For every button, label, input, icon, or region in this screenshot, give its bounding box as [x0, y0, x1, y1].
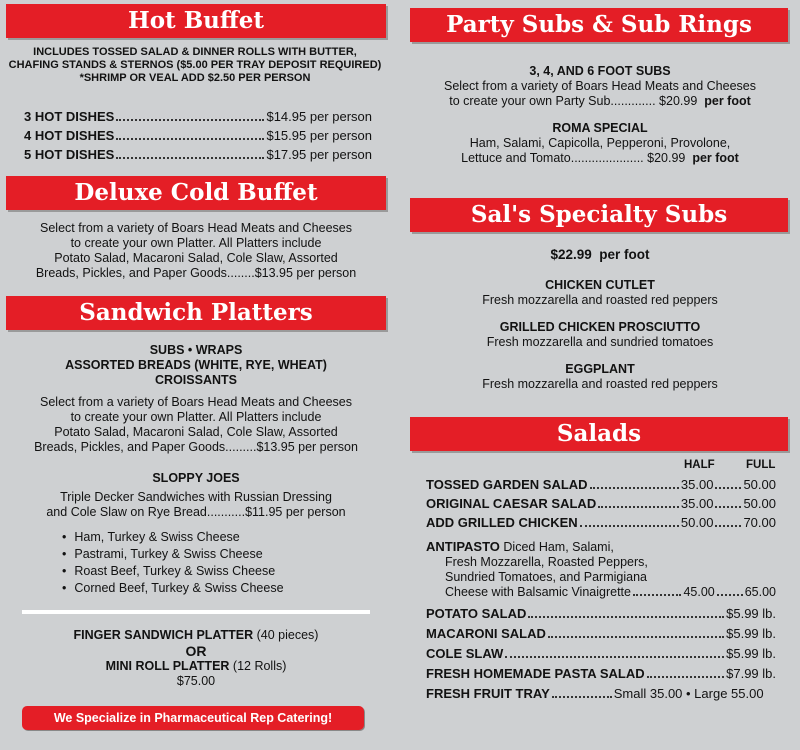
salad-name: POTATO SALAD — [426, 606, 527, 621]
sandwich-line-4-text: Breads, Pickles, and Paper Goods — [34, 440, 226, 454]
list-item: • Ham, Turkey & Swiss Cheese — [62, 529, 382, 546]
sloppy-joes-price: $11.95 per person — [245, 505, 346, 519]
sandwich-bullet-list — [62, 529, 382, 597]
sloppy-joes-line-2: and Cole Slaw on Rye Bread...........$11.95 per person — [46, 505, 346, 519]
leader-dots — [116, 118, 264, 121]
mini-roll-qty: (12 Rolls) — [229, 659, 287, 673]
roma-special-block — [400, 121, 800, 166]
sandwich-head-2: ASSORTED BREADS (WHITE, RYE, WHEAT) — [65, 358, 327, 372]
sandwich-head-3: CROISSANTS — [155, 373, 237, 387]
table-row — [426, 624, 776, 644]
specialty-price: $22.99 — [550, 247, 592, 262]
salad-half: 35.00 — [680, 477, 714, 492]
hot-buffet-list — [24, 107, 372, 164]
deluxe-line-1: Select from a variety of Boars Head Meats and Cheeses — [40, 221, 352, 235]
party-subs-line-2: to create your own Party Sub............. $20.99 per foot — [449, 94, 751, 108]
specialty-item-name: CHICKEN CUTLET — [545, 278, 655, 292]
table-row — [426, 475, 776, 494]
hot-buffet-note-1: INCLUDES TOSSED SALAD & DINNER ROLLS WITH BUTTER, — [33, 46, 357, 58]
salads-banner: Salads — [410, 417, 788, 451]
mini-roll-name: MINI ROLL PLATTER — [105, 659, 230, 673]
deluxe-cold-buffet-banner: Deluxe Cold Buffet — [6, 176, 386, 210]
sandwich-line-4: Breads, Pickles, and Paper Goods.........$13.95 per person — [34, 440, 358, 454]
specialty-item-1 — [400, 278, 800, 308]
deluxe-cold-description — [0, 221, 392, 281]
leader-dots — [715, 524, 741, 527]
table-row — [426, 604, 776, 624]
antipasto-line-2: Fresh Mozzarella, Roasted Peppers, — [445, 555, 648, 569]
party-subs-price: $20.99 — [659, 94, 698, 108]
list-item: • Corned Beef, Turkey & Swiss Cheese — [62, 580, 382, 597]
mini-roll-price: $75.00 — [176, 674, 216, 688]
hot-buffet-note-2: CHAFING STANDS & STERNOS ($5.00 PER TRAY DEPOSIT REQUIRED) — [8, 59, 382, 71]
sandwich-head-1: SUBS • WRAPS — [149, 343, 243, 357]
party-subs-subtitle: 3, 4, AND 6 FOOT SUBS — [529, 64, 671, 78]
party-subs-block — [400, 64, 800, 109]
finger-sandwich-line — [0, 628, 392, 643]
table-row — [426, 494, 776, 513]
salad-price: $5.99 lb. — [726, 646, 776, 661]
party-subs-unit: per foot — [704, 94, 751, 108]
fruit-tray-price: Small 35.00 • Large 55.00 — [613, 686, 764, 701]
hot-dish-price: $14.95 per person — [266, 109, 372, 124]
roma-unit: per foot — [692, 151, 739, 165]
deluxe-price: $13.95 per person — [254, 266, 357, 280]
leader-dots — [647, 675, 725, 678]
sandwich-headings — [0, 343, 392, 388]
deluxe-line-4: Breads, Pickles, and Paper Goods........$13.95 per person — [35, 266, 357, 280]
leader-dots — [590, 486, 679, 489]
leader-dots — [528, 615, 724, 618]
party-subs-line-1: Select from a variety of Boars Head Meats and Cheeses — [444, 79, 756, 93]
table-row — [426, 644, 776, 664]
finger-sandwich-block — [0, 628, 392, 689]
antipasto-half: 45.00 — [683, 585, 715, 599]
salad-half: 50.00 — [680, 515, 714, 530]
table-row — [426, 684, 776, 704]
specialty-item-desc: Fresh mozzarella and roasted red peppers — [482, 293, 718, 307]
fruit-tray-name: FRESH FRUIT TRAY — [426, 686, 550, 701]
antipasto-block — [426, 539, 776, 600]
salad-full: 50.00 — [743, 496, 776, 511]
deluxe-line-2: to create your own Platter. All Platters include — [70, 236, 322, 250]
salad-price: $5.99 lb. — [726, 606, 776, 621]
antipasto-line-3: Sundried Tomatoes, and Parmigiana — [445, 570, 647, 584]
salad-full: 50.00 — [743, 477, 776, 492]
leader-dots — [552, 695, 612, 698]
specialty-item-2 — [400, 320, 800, 350]
finger-sandwich-name: FINGER SANDWICH PLATTER — [73, 628, 254, 642]
list-item: • Pastrami, Turkey & Swiss Cheese — [62, 546, 382, 563]
list-item — [24, 126, 372, 145]
hot-dish-price: $15.95 per person — [266, 128, 372, 143]
party-subs-banner: Party Subs & Sub Rings — [410, 8, 788, 42]
leader-dots — [116, 156, 264, 159]
or-separator: OR — [185, 643, 207, 659]
salad-half: 35.00 — [680, 496, 714, 511]
hot-buffet-notes — [0, 46, 390, 85]
hot-buffet-banner: Hot Buffet — [6, 4, 386, 38]
salad-name: ORIGINAL CAESAR SALAD — [426, 496, 597, 511]
antipasto-line-4 — [426, 585, 776, 600]
specialty-price-line — [400, 247, 800, 262]
specialty-subs-banner: Sal's Specialty Subs — [410, 198, 788, 232]
antipasto-full: 65.00 — [744, 585, 776, 599]
leader-dots — [715, 486, 741, 489]
table-row — [426, 664, 776, 684]
sandwich-line-2: to create your own Platter. All Platters include — [70, 410, 322, 424]
salad-name: ADD GRILLED CHICKEN — [426, 515, 578, 530]
specialty-unit: per foot — [599, 247, 650, 262]
salads-singles — [426, 604, 776, 704]
salad-name: MACARONI SALAD — [426, 626, 546, 641]
leader-dots — [580, 524, 679, 527]
hot-dish-price: $17.95 per person — [266, 147, 372, 162]
specialty-item-name: GRILLED CHICKEN PROSCIUTTO — [499, 320, 701, 334]
sandwich-price: $13.95 per person — [256, 440, 358, 454]
sloppy-joes-line-2-text: and Cole Slaw on Rye Bread — [46, 505, 207, 519]
specialty-item-3 — [400, 362, 800, 392]
salad-name: FRESH HOMEMADE PASTA SALAD — [426, 666, 645, 681]
finger-sandwich-qty: (40 pieces) — [253, 628, 319, 642]
roma-price: $20.99 — [647, 151, 686, 165]
roma-line-2: Lettuce and Tomato..................... $20.99 per foot — [461, 151, 739, 165]
sandwich-platters-banner: Sandwich Platters — [6, 296, 386, 330]
salads-col-full: FULL — [746, 459, 776, 471]
salad-name: TOSSED GARDEN SALAD — [426, 477, 588, 492]
deluxe-line-3: Potato Salad, Macaroni Salad, Cole Slaw, Assorted — [54, 251, 338, 265]
specialty-item-desc: Fresh mozzarella and sundried tomatoes — [486, 335, 714, 349]
sandwich-line-3: Potato Salad, Macaroni Salad, Cole Slaw, Assorted — [54, 425, 338, 439]
pharma-catering-badge: We Specialize in Pharmaceutical Rep Catering! — [22, 706, 364, 730]
list-item — [24, 145, 372, 164]
salads-col-half: HALF — [684, 459, 715, 471]
roma-special-title: ROMA SPECIAL — [552, 121, 648, 135]
hot-buffet-note-3: *SHRIMP OR VEAL ADD $2.50 PER PERSON — [79, 72, 311, 84]
roma-line-1: Ham, Salami, Capicolla, Pepperoni, Provolone, — [469, 136, 731, 150]
salads-table — [426, 475, 776, 532]
salad-price: $7.99 lb. — [726, 666, 776, 681]
hot-dish-name: 5 HOT DISHES — [24, 147, 115, 162]
leader-dots — [717, 593, 743, 596]
divider — [22, 610, 370, 614]
sandwich-line-1: Select from a variety of Boars Head Meats and Cheeses — [40, 395, 352, 409]
leader-dots — [598, 505, 679, 508]
antipasto-line-1 — [426, 539, 776, 555]
salad-name: COLE SLAW — [426, 646, 504, 661]
mini-roll-line — [0, 659, 392, 674]
specialty-item-name: EGGPLANT — [565, 362, 635, 376]
hot-dish-name: 4 HOT DISHES — [24, 128, 115, 143]
leader-dots — [715, 505, 741, 508]
leader-dots — [633, 593, 681, 596]
list-item — [24, 107, 372, 126]
antipasto-desc-1: Diced Ham, Salami, — [499, 540, 614, 554]
salad-full: 70.00 — [743, 515, 776, 530]
list-item: • Roast Beef, Turkey & Swiss Cheese — [62, 563, 382, 580]
sandwich-description — [0, 395, 392, 455]
sloppy-joes-title: SLOPPY JOES — [152, 471, 240, 485]
antipasto-name: ANTIPASTO — [426, 539, 500, 554]
sloppy-joes-block — [0, 471, 392, 520]
hot-dish-name: 3 HOT DISHES — [24, 109, 115, 124]
table-row — [426, 513, 776, 532]
party-subs-line-2-text: to create your own Party Sub — [449, 94, 611, 108]
leader-dots — [505, 655, 724, 658]
salad-price: $5.99 lb. — [726, 626, 776, 641]
deluxe-line-4-text: Breads, Pickles, and Paper Goods — [35, 266, 227, 280]
roma-line-2-text: Lettuce and Tomato — [461, 151, 571, 165]
leader-dots — [548, 635, 724, 638]
specialty-item-desc: Fresh mozzarella and roasted red peppers — [482, 377, 718, 391]
leader-dots — [116, 137, 264, 140]
sloppy-joes-line-1: Triple Decker Sandwiches with Russian Dressing — [60, 490, 332, 504]
antipasto-desc-4: Cheese with Balsamic Vinaigrette — [445, 585, 631, 599]
